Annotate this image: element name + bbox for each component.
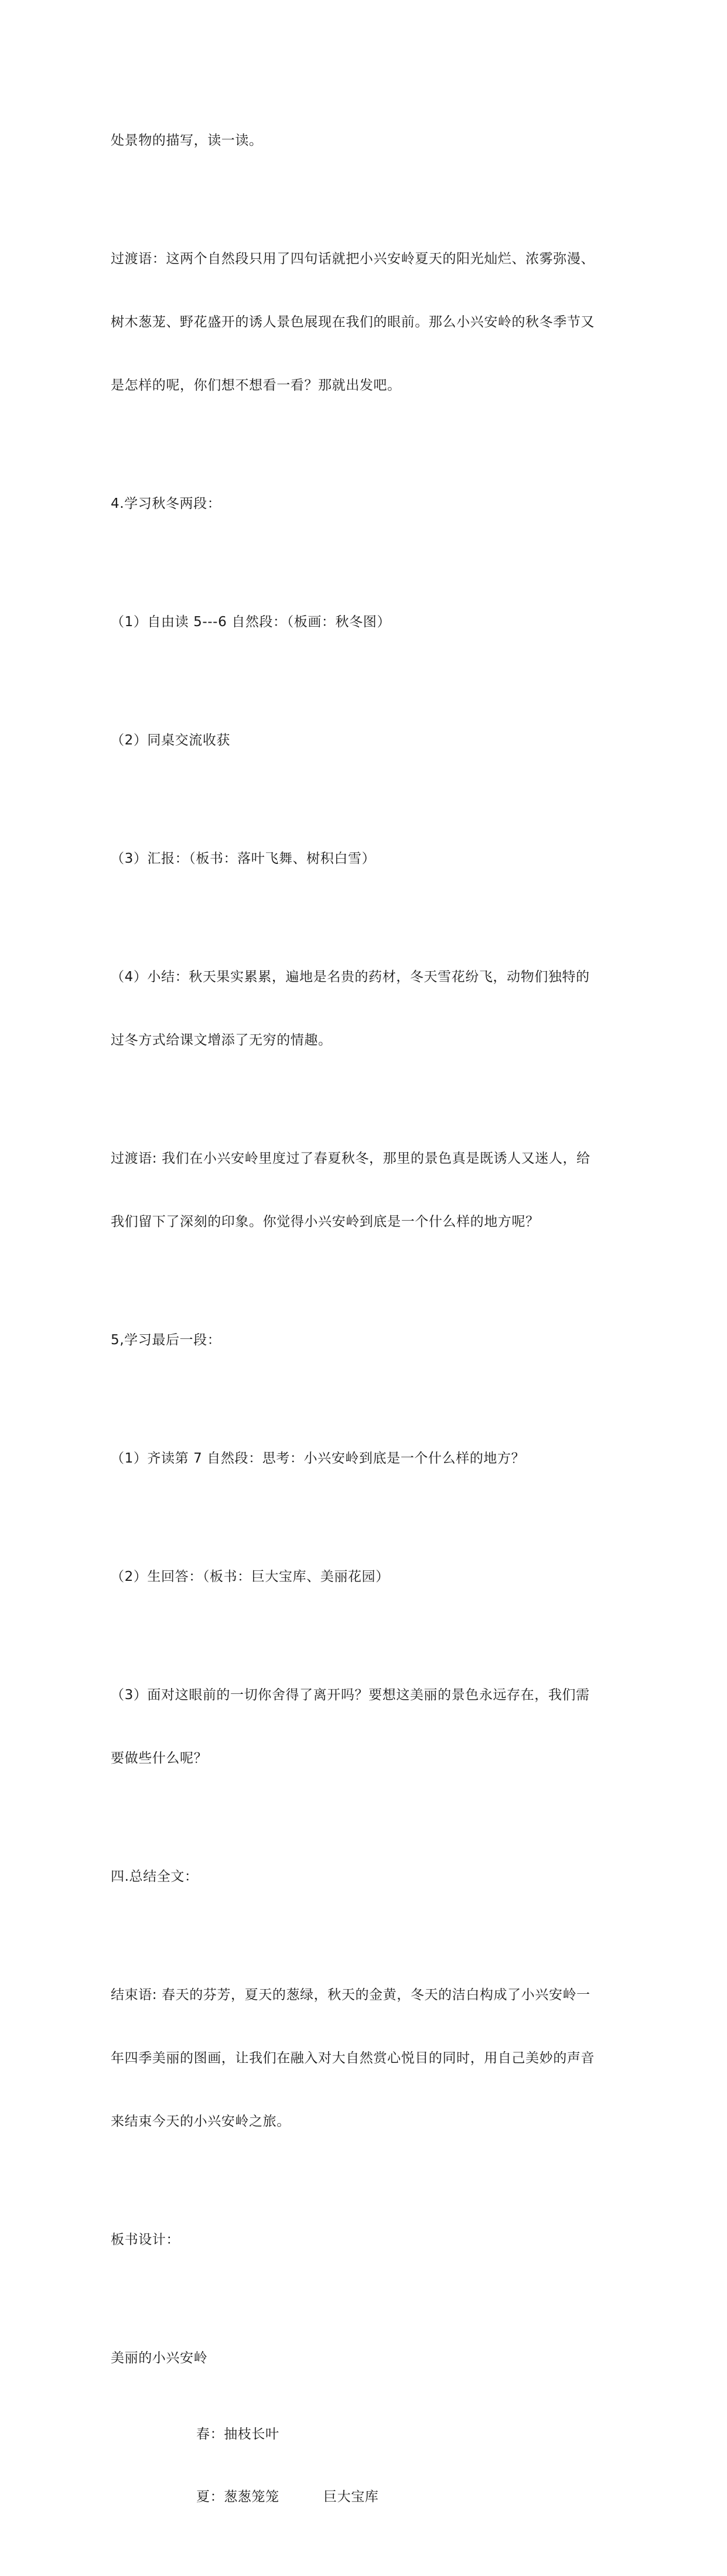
paragraph-transition-summer: [111, 206, 620, 438]
text-line: 美丽的小兴安岭: [111, 2350, 208, 2366]
board-treasure: 巨大宝库: [323, 2489, 379, 2505]
text-line: 5,学习最后一段：: [111, 1333, 221, 1348]
text-line: 过渡语：这两个自然段只用了四句话就把小兴安岭夏天的阳光灿烂、浓雾弥漫、: [111, 251, 595, 267]
board-design-layout: [111, 2424, 620, 2576]
text-line: 过冬方式给课文增添了无穷的情趣。: [111, 1033, 332, 1048]
list-item-free-reading: [111, 569, 620, 675]
section-heading-summary: [111, 1824, 620, 1929]
text-line: （2）同桌交流收获: [111, 733, 231, 748]
text-line: 4.学习秋冬两段：: [111, 496, 221, 511]
list-item-desk-exchange: [111, 688, 620, 793]
text-line: 是怎样的呢，你们想不想看一看？那就出发吧。: [111, 378, 401, 393]
board-spring: 春：抽枝长叶: [196, 2427, 279, 2442]
document-body: [111, 88, 620, 2576]
text-line: （3）汇报：（板书：落叶飞舞、树积白雪）: [111, 851, 376, 866]
text-line: 来结束今天的小兴安岭之旅。: [111, 2114, 291, 2129]
board-title: [111, 2305, 620, 2411]
text-line: 树木葱茏、野花盛开的诱人景色展现在我们的眼前。那么小兴安岭的秋冬季节又: [111, 315, 595, 330]
list-item-report: [111, 806, 620, 911]
board-design-heading: [111, 2187, 620, 2293]
text-line: 处景物的描写，读一读。: [111, 133, 263, 148]
text-line: 板书设计：: [111, 2232, 180, 2247]
list-item-summary: [111, 924, 620, 1093]
text-line: （4）小结：秋天果实累累，遍地是名贵的药材，冬天雪花纷飞，动物们独特的: [111, 969, 590, 985]
text-line: （1）齐读第 7 自然段：思考：小兴安岭到底是一个什么样的地方？: [111, 1451, 525, 1466]
section-heading-autumn-winter: [111, 451, 620, 556]
list-item-read-aloud: [111, 1406, 620, 1511]
text-line: 结束语: 春天的芬芳，夏天的葱绿，秋天的金黄，冬天的洁白构成了小兴安岭一: [111, 1987, 591, 2003]
text-line: 要做些什么呢？: [111, 1751, 208, 1766]
text-line: 四.总结全文：: [111, 1869, 199, 1884]
paragraph-closing-remarks: [111, 1942, 620, 2174]
text-line: 过渡语: 我们在小兴安岭里度过了春夏秋冬，那里的景色真是既诱人又迷人，给: [111, 1151, 591, 1166]
paragraph-transition-seasons: [111, 1106, 620, 1275]
text-line: 年四季美丽的图画，让我们在融入对大自然赏心悦目的同时，用自己美妙的声音: [111, 2051, 595, 2066]
text-line: （2）生回答：（板书：巨大宝库、美丽花园）: [111, 1569, 390, 1584]
list-item-reflection: [111, 1642, 620, 1811]
text-line: （3）面对这眼前的一切你舍得了离开吗？要想这美丽的景色永远存在，我们需: [111, 1687, 590, 1703]
paragraph-scenery-reading: [111, 88, 620, 193]
text-line: （1）自由读 5---6 自然段：（板画：秋冬图）: [111, 614, 391, 630]
text-line: 我们留下了深刻的印象。你觉得小兴安岭到底是一个什么样的地方呢？: [111, 1214, 540, 1229]
board-summer: 夏：葱葱笼笼: [196, 2489, 279, 2505]
list-item-student-answer: [111, 1524, 620, 1629]
section-heading-last-paragraph: [111, 1287, 620, 1393]
